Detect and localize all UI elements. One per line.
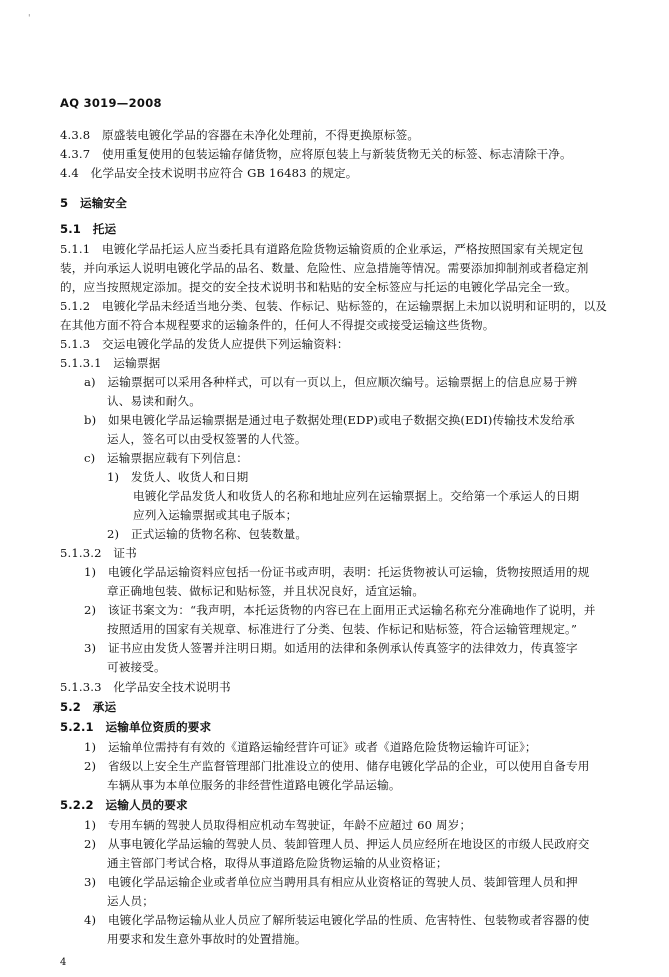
clause-4-3-7: 4.3.7 使用重复使用的包装运输存储货物，应将原包装上与新装货物无关的标签、标志清除干净。 (60, 147, 572, 161)
cert-1-line2: 章正确地包装、做标记和贴标签，并且状况良好，适宜运输。 (107, 584, 425, 598)
req-5-2-2-4-line2: 用要求和发生意外事故时的处置措施。 (107, 932, 307, 946)
item-a-line2: 认、易读和耐久。 (107, 394, 201, 408)
clause-4-3-8: 4.3.8 原盛装电镀化学品的容器在未净化处理前，不得更换原标签。 (60, 128, 420, 142)
item-c-1-heading: 1) 发货人、收货人和日期 (107, 470, 249, 484)
item-c-1-line1: 电镀化学品发货人和收货人的名称和地址应列在运输票据上。交给第一个承运人的日期 (133, 489, 580, 503)
req-5-2-1-2-line2: 车辆从事为本单位服务的非经营性道路电镀化学品运输。 (107, 778, 401, 792)
doc-code-header: AQ 3019—2008 (60, 96, 162, 110)
scan-mark: ' (28, 14, 31, 24)
req-5-2-2-2-line1: 2) 从事电镀化学品运输的驾驶人员、装卸管理人员、押运人员应经所在地设区的市级人民政府交 (84, 837, 590, 851)
cert-1-line1: 1) 电镀化学品运输资料应包括一份证书或声明，表明：托运货物被认可运输，货物按照适用的规 (84, 565, 590, 579)
section-5-1-heading: 5.1 托运 (60, 222, 117, 236)
page-number: 4 (60, 957, 67, 968)
item-c: c) 运输票据应载有下列信息： (84, 451, 248, 465)
req-5-2-2-3-line2: 运人员； (107, 894, 154, 908)
req-5-2-2-4-line1: 4) 电镀化学品物运输从业人员应了解所装运电镀化学品的性质、危害特性、包装物或者容器的使 (84, 913, 590, 927)
clause-4-4: 4.4 化学品安全技术说明书应符合 GB 16483 的规定。 (60, 166, 358, 180)
cert-3-line1: 3) 证书应由发货人签署并注明日期。如适用的法律和条例承认传真签字的法律效力，传真签字 (84, 641, 578, 655)
clause-5-1-3-3: 5.1.3.3 化学品安全技术说明书 (60, 680, 231, 694)
section-5-2-2-heading: 5.2.2 运输人员的要求 (60, 798, 188, 812)
section-5-2-heading: 5.2 承运 (60, 700, 117, 714)
item-c-1-line2: 应列入运输票据或其电子版本； (133, 508, 298, 522)
clause-5-1-1-line1: 5.1.1 电镀化学品托运人应当委托具有道路危险货物运输资质的企业承运，严格按照国家有关规定包 (60, 242, 584, 256)
clause-5-1-3-1-heading: 5.1.3.1 运输票据 (60, 356, 161, 370)
req-5-2-1-2-line1: 2) 省级以上安全生产监督管理部门批准设立的使用、储存电镀化学品的企业，可以使用自备专用 (84, 759, 590, 773)
clause-5-1-3: 5.1.3 交运电镀化学品的发货人应提供下列运输资料： (60, 337, 349, 351)
req-5-2-2-3-line1: 3) 电镀化学品运输企业或者单位应当聘用具有相应从业资格证的驾驶人员、装卸管理人员和押 (84, 875, 578, 889)
clause-5-1-1-line3: 的，应当按照规定添加。提交的安全技术说明书和粘贴的安全标签应与托运的电镀化学品完全一致。 (60, 280, 577, 294)
req-5-2-2-2-line2: 通主管部门考试合格，取得从事道路危险货物运输的从业资格证； (107, 856, 448, 870)
req-5-2-1-1: 1) 运输单位需持有有效的《道路运输经营许可证》或者《道路危险货物运输许可证》； (84, 740, 537, 754)
clause-5-1-3-2-heading: 5.1.3.2 证书 (60, 546, 137, 560)
section-5-2-1-heading: 5.2.1 运输单位资质的要求 (60, 720, 212, 734)
clause-5-1-1-line2: 装，并向承运人说明电镀化学品的品名、数量、危险性、应急措施等情况。需要添加抑制剂或者稳定剂 (60, 261, 589, 275)
cert-2-line1: 2) 该证书案文为：“我声明，本托运货物的内容已在上面用正式运输名称充分准确地作了说明，并 (84, 603, 596, 617)
item-b-line1: b) 如果电镀化学品运输票据是通过电子数据处理(EDP)或电子数据交换(EDI)传输技术发给承 (84, 413, 575, 427)
item-b-line2: 运人，签名可以由受权签署的人代签。 (107, 432, 307, 446)
section-5-heading: 5 运输安全 (60, 196, 127, 210)
clause-5-1-2-line2: 在其他方面不符合本规程要求的运输条件的，任何人不得提交或接受运输这些货物。 (60, 318, 495, 332)
req-5-2-2-1: 1) 专用车辆的驾驶人员取得相应机动车驾驶证，年龄不应超过 60 周岁； (84, 818, 472, 832)
item-c-2: 2) 正式运输的货物名称、包装数量。 (107, 527, 308, 541)
cert-3-line2: 可被接受。 (107, 660, 166, 674)
item-a-line1: a) 运输票据可以采用各种样式，可以有一页以上，但应顺次编号。运输票据上的信息应易于辨 (84, 375, 578, 389)
clause-5-1-2-line1: 5.1.2 电镀化学品未经适当地分类、包装、作标记、贴标签的，在运输票据上未加以说明和证明的，以及 (60, 299, 607, 313)
cert-2-line2: 按照适用的国家有关规章、标准进行了分类、包装、作标记和贴标签，符合运输管理规定。” (107, 622, 578, 636)
